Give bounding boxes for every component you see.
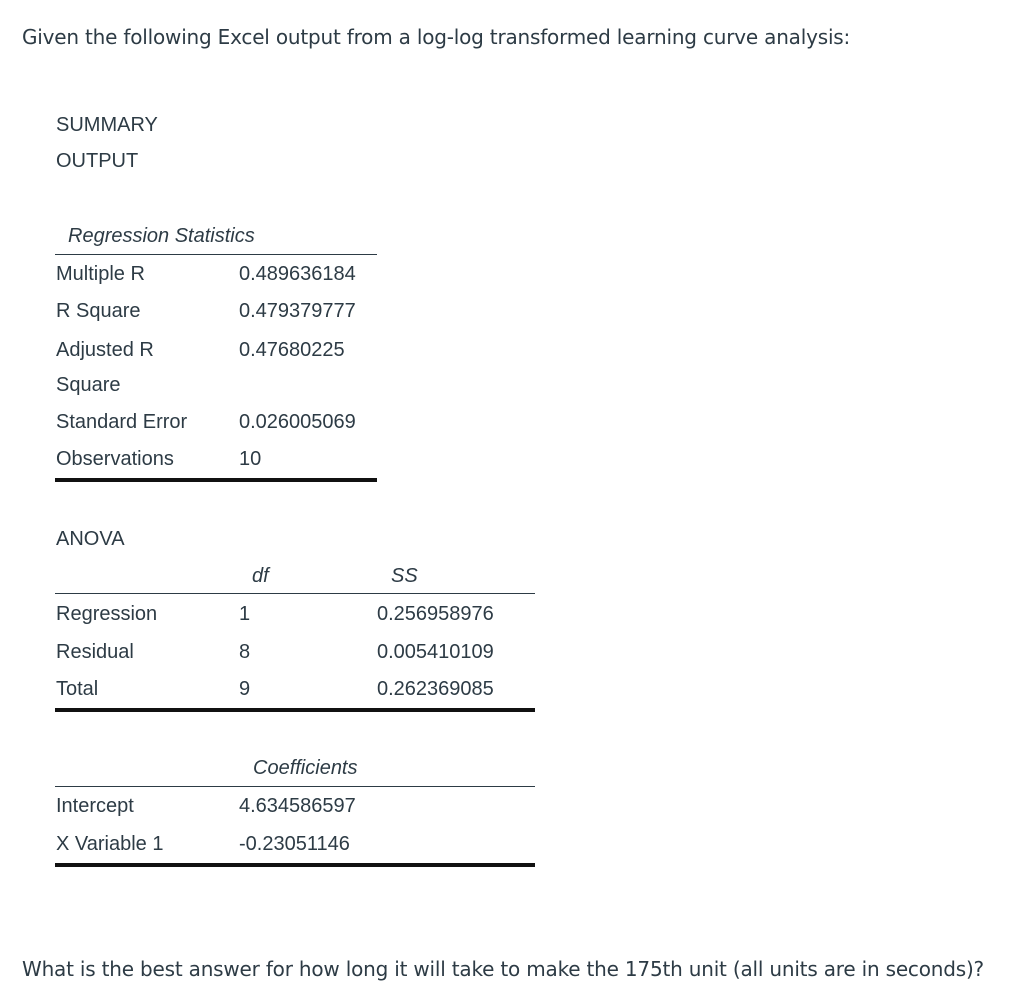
stat-label-observations: Observations (56, 448, 174, 470)
anova-ss-regression: 0.256958976 (377, 603, 494, 625)
anova-label-total: Total (56, 678, 99, 700)
coefficients-header-rule (55, 786, 535, 787)
stat-value-standard-error: 0.026005069 (239, 411, 356, 433)
anova-label-residual: Residual (56, 641, 134, 663)
coef-value-intercept: 4.634586597 (239, 795, 356, 817)
regression-statistics-header: Regression Statistics (68, 225, 255, 247)
anova-df-residual: 8 (239, 641, 251, 663)
anova-ss-total: 0.262369085 (377, 678, 494, 700)
question-text: What is the best answer for how long it will take to make the 175th unit (all units are in seconds)? (22, 957, 984, 981)
stat-label-adjusted-r-square-line2: Square (56, 374, 121, 396)
regression-header-rule (55, 254, 377, 255)
anova-df-total: 9 (239, 678, 251, 700)
anova-df-regression: 1 (239, 603, 251, 625)
stat-label-multiple-r: Multiple R (56, 263, 145, 285)
intro-text: Given the following Excel output from a log-log transformed learning curve analysis: (22, 25, 851, 49)
anova-label-regression: Regression (56, 603, 158, 625)
coef-label-x-variable-1: X Variable 1 (56, 833, 164, 855)
stat-label-r-square: R Square (56, 300, 141, 322)
stat-value-adjusted-r-square: 0.47680225 (239, 339, 345, 361)
coefficients-header: Coefficients (253, 757, 358, 779)
summary-title-line1: SUMMARY (56, 114, 158, 136)
stat-value-multiple-r: 0.489636184 (239, 263, 356, 285)
coef-value-x-variable-1: -0.23051146 (239, 833, 350, 855)
summary-title-line2: OUTPUT (56, 150, 139, 172)
coefficients-bottom-rule (55, 863, 535, 867)
stat-value-r-square: 0.479379777 (239, 300, 356, 322)
anova-ss-residual: 0.005410109 (377, 641, 494, 663)
anova-title: ANOVA (56, 528, 125, 550)
anova-bottom-rule (55, 708, 535, 712)
anova-header-rule (55, 593, 535, 594)
regression-bottom-rule (55, 478, 377, 482)
stat-value-observations: 10 (239, 448, 262, 470)
stat-label-adjusted-r-square-line1: Adjusted R (56, 339, 154, 361)
anova-header-df: df (252, 565, 269, 587)
anova-header-ss: SS (391, 565, 418, 587)
stat-label-standard-error: Standard Error (56, 411, 188, 433)
coef-label-intercept: Intercept (56, 795, 134, 817)
